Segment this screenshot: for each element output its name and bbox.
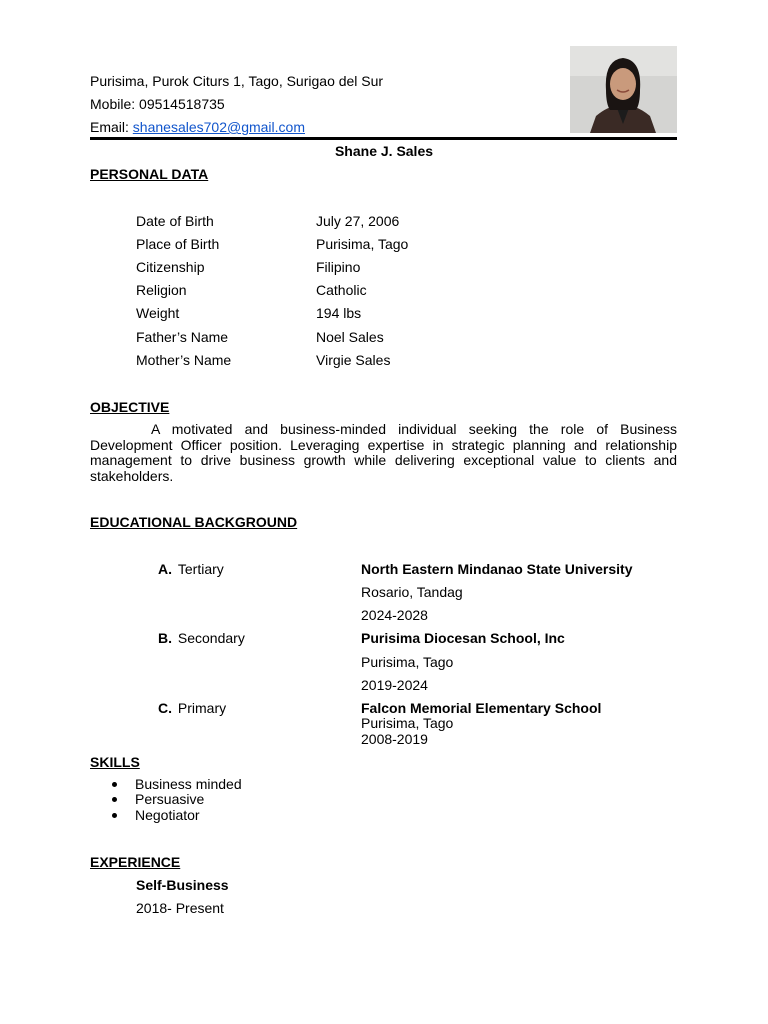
bullet-icon <box>112 797 117 802</box>
personal-label: Religion <box>136 282 187 298</box>
personal-label: Father’s Name <box>136 329 229 345</box>
education-years: 2008-2019 <box>361 731 428 747</box>
education-school: Falcon Memorial Elementary School <box>361 700 602 716</box>
personal-value: Virgie Sales <box>316 352 391 368</box>
education-level <box>158 630 245 646</box>
mobile-line <box>90 96 225 112</box>
personal-value: Filipino <box>316 259 361 275</box>
objective-heading: OBJECTIVE <box>90 399 170 415</box>
personal-label: Date of Birth <box>136 213 214 229</box>
personal-value: July 27, 2006 <box>316 213 400 229</box>
skill-label: Negotiator <box>135 806 200 823</box>
education-years: 2024-2028 <box>361 607 428 623</box>
personal-value: 194 lbs <box>316 305 362 321</box>
experience-title: Self-Business <box>136 877 229 893</box>
mobile-number: 09514518735 <box>139 96 225 112</box>
education-letter: A. <box>158 561 172 577</box>
personal-label: Mother’s Name <box>136 352 232 368</box>
experience-heading: EXPERIENCE <box>90 854 181 870</box>
education-place: Rosario, Tandag <box>361 584 463 600</box>
email-label: Email: <box>90 119 129 135</box>
personal-value: Purisima, Tago <box>316 236 409 252</box>
skill-label: Persuasive <box>135 791 205 808</box>
mobile-label: Mobile: <box>90 96 136 112</box>
education-school: Purisima Diocesan School, Inc <box>361 630 565 646</box>
full-name: Shane J. Sales <box>334 143 434 159</box>
bullet-icon <box>112 782 117 787</box>
list-item <box>90 792 242 807</box>
skills-list <box>90 777 242 823</box>
education-years: 2019-2024 <box>361 677 428 693</box>
list-item <box>90 808 242 823</box>
education-letter: B. <box>158 630 172 646</box>
education-level <box>158 561 224 577</box>
personal-label: Citizenship <box>136 259 205 275</box>
education-level-label: Primary <box>177 700 227 716</box>
address-text: Purisima, Purok Citurs 1, Tago, Surigao del Sur <box>90 73 384 89</box>
education-place: Purisima, Tago <box>361 654 454 670</box>
personal-label: Place of Birth <box>136 236 220 252</box>
profile-photo <box>570 46 677 133</box>
email-line <box>90 119 305 135</box>
personal-label: Weight <box>136 305 180 321</box>
education-level-label: Tertiary <box>177 561 224 577</box>
personal-value: Catholic <box>316 282 367 298</box>
education-level <box>158 700 226 716</box>
experience-period: 2018- Present <box>136 900 224 916</box>
list-item <box>90 777 242 792</box>
bullet-icon <box>112 813 117 818</box>
education-letter: C. <box>158 700 172 716</box>
header-divider <box>90 137 677 140</box>
education-heading: EDUCATIONAL BACKGROUND <box>90 514 298 530</box>
education-level-label: Secondary <box>177 630 245 646</box>
objective-text: A motivated and business-minded individual seeking the role of Business Development Officer position. Leveraging expertise in strategic planning and relationship management to drive business growth while delivering exceptional value to clients and stakeholders. <box>90 421 677 484</box>
personal-data-heading: PERSONAL DATA <box>90 166 209 182</box>
education-school: North Eastern Mindanao State University <box>361 561 633 577</box>
personal-value: Noel Sales <box>316 329 384 345</box>
skill-label: Business minded <box>135 776 242 792</box>
education-place: Purisima, Tago <box>361 715 454 731</box>
skills-heading: SKILLS <box>90 754 140 770</box>
email-link[interactable]: shanesales702@gmail.com <box>132 119 305 135</box>
